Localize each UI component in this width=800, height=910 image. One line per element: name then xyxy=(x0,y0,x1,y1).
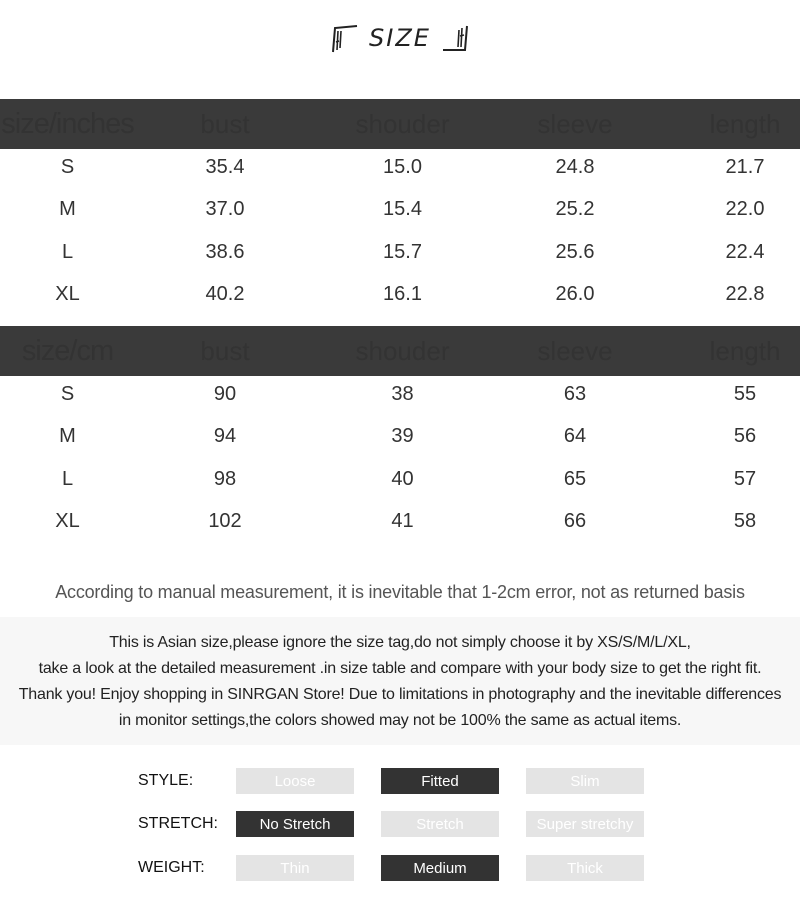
option-no-stretch: No Stretch xyxy=(236,811,354,837)
size-title xyxy=(0,18,800,58)
notice-box xyxy=(0,617,800,745)
sleeve-cell: 66 xyxy=(563,510,587,533)
length-cell: 22.8 xyxy=(725,283,765,306)
shoulder-cell: 40 xyxy=(391,467,414,490)
size-cell: M xyxy=(59,198,76,221)
option-stretch: Stretch xyxy=(381,811,499,837)
length-cell: 56 xyxy=(733,425,757,448)
bust-cell: 35.4 xyxy=(205,155,245,178)
bust-cell: 102 xyxy=(208,510,242,533)
length-cell: 21.7 xyxy=(725,155,765,178)
stretch-label: STRETCH: xyxy=(138,815,218,832)
table-row xyxy=(0,234,800,277)
bust-cell: 94 xyxy=(213,425,237,448)
sleeve-cell: 24.8 xyxy=(555,155,595,178)
notice-line: Thank you! Enjoy shopping in SINRGAN Store! Due to limitations in photography and the inevitable differences xyxy=(18,686,782,703)
bust-cell: 38.6 xyxy=(205,240,245,263)
measurement-note: According to manual measurement, it is inevitable that 1-2cm error, not as returned basis xyxy=(55,582,745,602)
table-row xyxy=(0,419,800,462)
bust-cell: 37.0 xyxy=(205,198,245,221)
header-cell: length xyxy=(709,108,781,139)
shoulder-cell: 16.1 xyxy=(383,283,422,306)
header-cell: shouder xyxy=(355,108,450,139)
length-cell: 55 xyxy=(733,382,757,405)
table-header xyxy=(0,326,800,376)
header-cell: bust xyxy=(200,108,250,139)
shoulder-cell: 15.7 xyxy=(383,240,422,263)
table-row xyxy=(0,504,800,547)
length-cell: 22.0 xyxy=(725,198,765,221)
sleeve-cell: 65 xyxy=(563,467,587,490)
header-cell: bust xyxy=(200,335,250,366)
length-cell: 22.4 xyxy=(725,240,765,263)
option-loose: Loose xyxy=(236,768,354,794)
table-row xyxy=(0,277,800,320)
header-cell: size/cm xyxy=(21,334,114,367)
size-table-inches xyxy=(0,99,800,319)
bust-cell: 90 xyxy=(213,382,237,405)
table-header xyxy=(0,99,800,149)
bust-cell: 40.2 xyxy=(205,283,245,306)
size-cell: M xyxy=(59,425,76,448)
style-row xyxy=(0,768,800,794)
size-cell: S xyxy=(60,382,75,405)
option-thin: Thin xyxy=(236,855,354,881)
notice-line: This is Asian size,please ignore the size tag,do not simply choose it by XS/S/M/L/XL, xyxy=(109,634,691,651)
stretch-row xyxy=(0,811,800,837)
sleeve-cell: 25.2 xyxy=(555,198,595,221)
size-cell: XL xyxy=(55,283,80,306)
table-row xyxy=(0,149,800,192)
option-super-stretchy: Super stretchy xyxy=(526,811,644,837)
shoulder-cell: 15.4 xyxy=(383,198,422,221)
notice-line: in monitor settings,the colors showed may not be 100% the same as actual items. xyxy=(118,712,682,729)
header-cell: length xyxy=(709,335,781,366)
shoulder-cell: 39 xyxy=(391,425,414,448)
option-slim: Slim xyxy=(526,768,644,794)
length-cell: 58 xyxy=(733,510,757,533)
header-cell: sleeve xyxy=(537,108,613,139)
sleeve-cell: 63 xyxy=(563,382,587,405)
shoulder-cell: 15.0 xyxy=(383,155,422,178)
sleeve-cell: 64 xyxy=(563,425,587,448)
shoulder-cell: 41 xyxy=(391,510,414,533)
table-row xyxy=(0,376,800,419)
sleeve-cell: 26.0 xyxy=(555,283,595,306)
size-table-cm xyxy=(0,326,800,546)
header-cell: size/inches xyxy=(1,107,134,140)
size-cell: S xyxy=(60,155,75,178)
weight-label: WEIGHT: xyxy=(138,859,205,876)
header-cell: shouder xyxy=(355,335,450,366)
left-bracket-icon xyxy=(331,22,359,54)
table-row xyxy=(0,192,800,235)
length-cell: 57 xyxy=(733,467,757,490)
option-fitted: Fitted xyxy=(381,768,499,794)
style-label: STYLE: xyxy=(138,772,194,789)
right-bracket-icon xyxy=(441,22,469,54)
title-text: SIZE xyxy=(369,24,431,52)
option-medium: Medium xyxy=(381,855,499,881)
shoulder-cell: 38 xyxy=(391,382,414,405)
size-cell: XL xyxy=(55,510,80,533)
size-cell: L xyxy=(61,467,74,490)
table-row xyxy=(0,461,800,504)
sleeve-cell: 25.6 xyxy=(555,240,595,263)
option-thick: Thick xyxy=(526,855,644,881)
header-cell: sleeve xyxy=(537,335,613,366)
size-cell: L xyxy=(61,240,74,263)
notice-line: take a look at the detailed measurement .in size table and compare with your body size to get the right fit. xyxy=(38,660,762,677)
weight-row xyxy=(0,855,800,881)
bust-cell: 98 xyxy=(213,467,237,490)
